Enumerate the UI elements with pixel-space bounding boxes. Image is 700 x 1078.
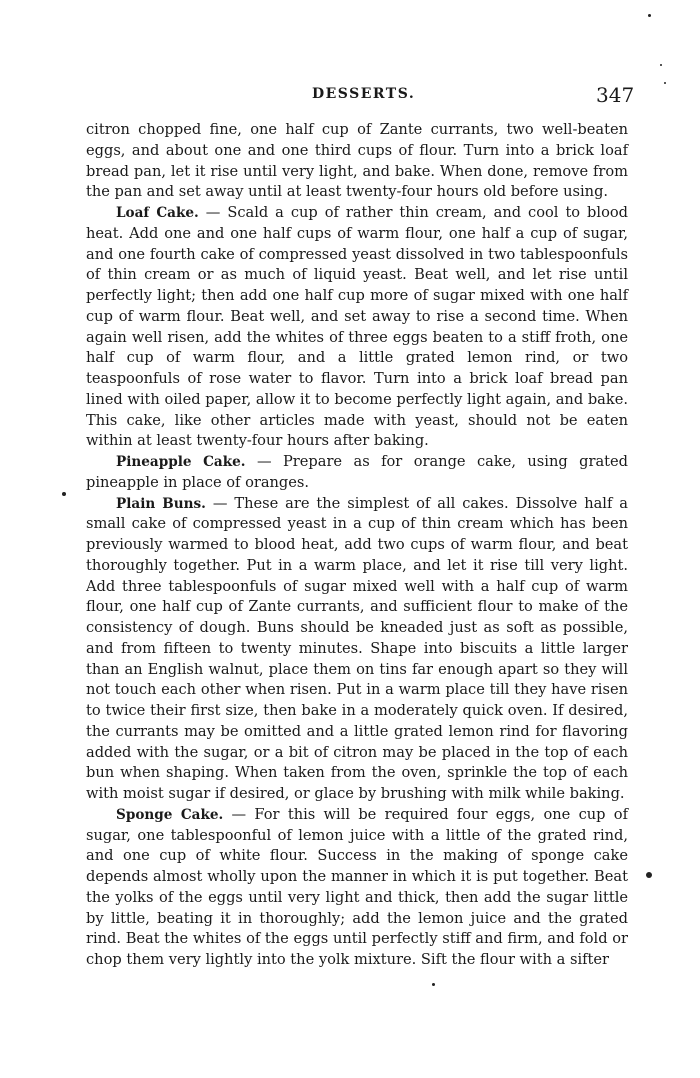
paragraph-continuation [86, 120, 628, 203]
recipe-title: Plain Buns. [116, 495, 206, 512]
ink-speck [664, 82, 666, 84]
page-number: 347 [596, 83, 635, 107]
recipe-plain-buns [86, 494, 628, 805]
recipe-text: — Scald a cup of rather thin cream, and cool to blood heat. Add one and one half cups of warm flour, one half a cup of sugar, and one fourth cake of compressed yeast dissolved in two tablespoonfuls of thin cream or as much of liquid yeast. Beat well, and let rise until perfectly light; then add one half cup more of sugar mixed with one half cup of warm flour. Beat well, and set away to rise a second time. When again well risen, add the whites of three eggs beaten to a stiff froth, one half cup of warm flour, and a little grated lemon rind, or two teaspoonfuls of rose water to flavor. Turn into a brick loaf bread pan lined with oiled paper, allow it to become perfectly light again, and bake. This cake, like other articles made with yeast, should not be eaten within at least twenty-four hours after baking. [86, 204, 628, 450]
body-text [86, 120, 628, 971]
paragraph-text: citron chopped fine, one half cup of Zante currants, two well-beaten eggs, and about one and one third cups of flour. Turn into a brick loaf bread pan, let it rise until very light, and bake. When done, remove from the pan and set away until at least twenty-four hours old before using. [86, 121, 628, 201]
recipe-title: Pineapple Cake. [116, 454, 246, 470]
ink-speck [432, 983, 435, 986]
ink-speck [648, 14, 651, 17]
recipe-loaf-cake [86, 203, 628, 452]
recipe-pineapple-cake [86, 452, 628, 494]
recipe-title: Sponge Cake. [116, 806, 224, 823]
recipe-text: — These are the simplest of all cakes. Dissolve half a small cake of compressed yeast in a cup of thin cream which has been previously warmed to blood heat, add two cups of warm flour, and beat thoroughly together. Put in a warm place, and let it rise till very light. Add three tablespoonfuls of sugar mixed well with a half cup of warm flour, one half cup of Zante currants, and sufficient flour to make of the consistency of dough. Buns should be kneaded just as soft as possible, and from fifteen to twenty minutes. Shape into biscuits a little larger than an English walnut, place them on tins far enough apart so they will not touch each other when risen. Put in a warm place till they have risen to twice their first size, then bake in a moderately quick oven. If desired, the currants may be omitted and a little grated lemon rind for flavoring added with the sugar, or a bit of citron may be placed in the top of each bun when shaping. When taken from the oven, sprinkle the top of each with moist sugar if desired, or glace by brushing with milk while baking. [86, 494, 628, 802]
recipe-text: — For this will be required four eggs, one cup of sugar, one tablespoonful of lemon juice with a little of the grated rind, and one cup of white flour. Success in the making of sponge cake depends almost wholly upon the manner in which it is put together. Beat the yolks of the eggs until very light and thick, then add the sugar little by little, beating it in thoroughly; add the lemon juice and the grated rind. Beat the whites of the eggs until perfectly stiff and firm, and fold or chop them very lightly into the yolk mixture. Sift the flour with a sifter [86, 805, 628, 968]
recipe-text: — Prepare as for orange cake, using grated pineapple in place of oranges. [86, 453, 629, 491]
ink-speck [62, 492, 66, 496]
chapter-title: DESSERTS. [312, 86, 416, 102]
running-header [0, 83, 700, 112]
ink-speck [646, 872, 652, 878]
recipe-sponge-cake [86, 805, 628, 971]
recipe-title: Loaf Cake. [116, 205, 199, 221]
ink-speck [660, 64, 662, 66]
